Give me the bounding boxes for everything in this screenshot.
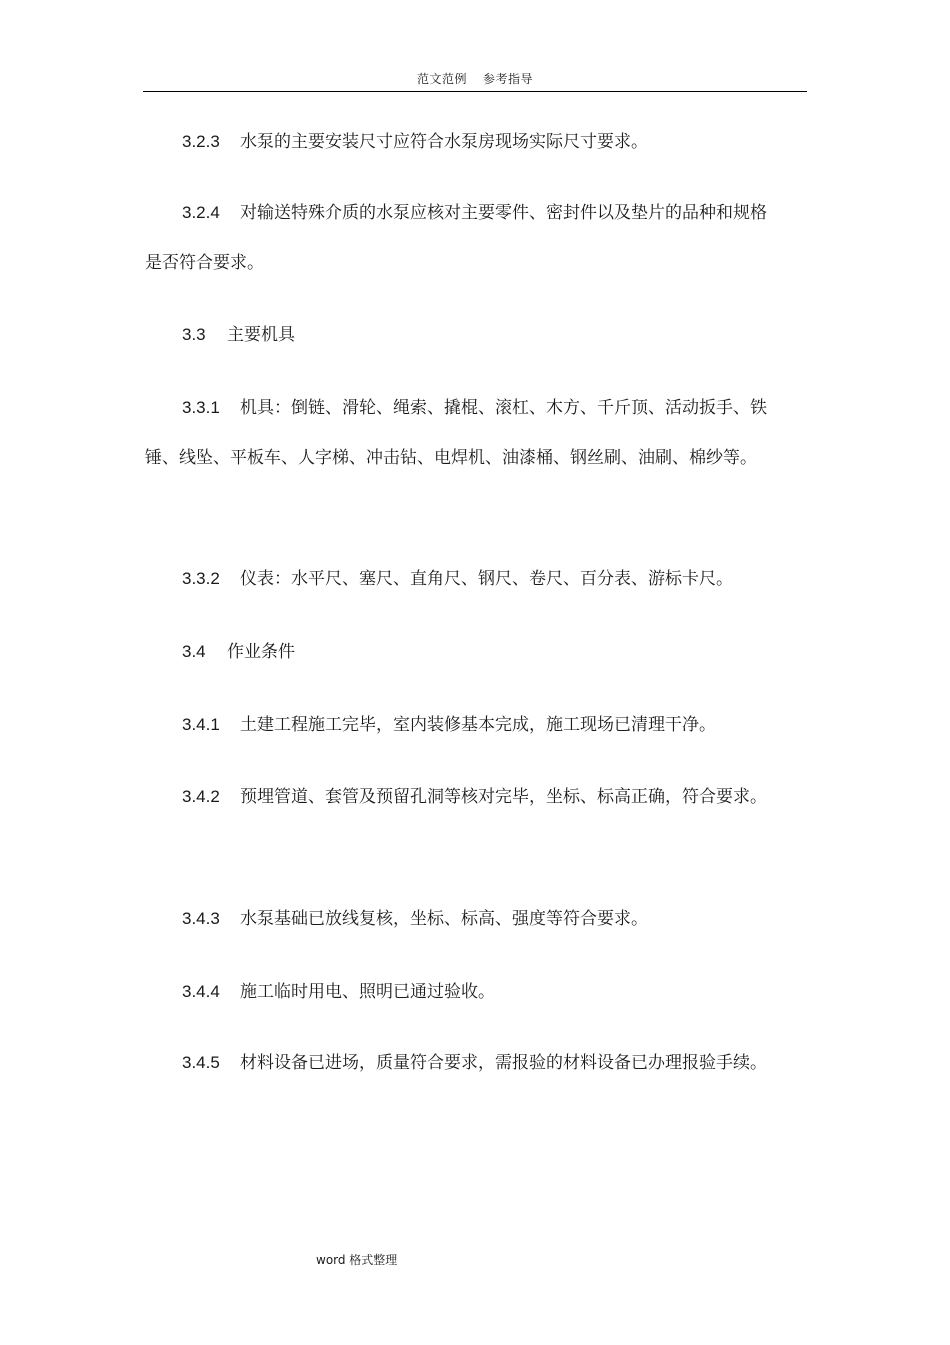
section-number: 3.4.3 xyxy=(182,909,220,928)
paragraph-text: 预埋管道、套管及预留孔洞等核对完毕，坐标、标高正确，符合要求。 xyxy=(240,787,767,807)
heading-3-4 xyxy=(145,627,775,677)
header-rule xyxy=(143,91,807,92)
paragraph-3-4-5 xyxy=(145,1038,775,1088)
heading-text: 作业条件 xyxy=(227,642,295,662)
section-number: 3.2.4 xyxy=(182,203,220,222)
section-number: 3.4.5 xyxy=(182,1053,220,1072)
page-header xyxy=(143,68,807,92)
heading-3-3 xyxy=(145,310,775,360)
paragraph-text: 水泵的主要安装尺寸应符合水泵房现场实际尺寸要求。 xyxy=(240,132,648,152)
paragraph-text: 施工临时用电、照明已通过验收。 xyxy=(240,982,495,1002)
section-number: 3.4.4 xyxy=(182,982,220,1001)
paragraph-text: 仪表：水平尺、塞尺、直角尺、钢尺、卷尺、百分表、游标卡尺。 xyxy=(240,569,733,589)
section-number: 3.4.1 xyxy=(182,715,220,734)
paragraph-3-4-3 xyxy=(145,894,775,944)
paragraph-text: 机具：倒链、滑轮、绳索、撬棍、滚杠、木方、千斤顶、活动扳手、铁锤、线坠、平板车、人字梯、冲击钻、电焊机、油漆桶、钢丝刷、油刷、棉纱等。 xyxy=(145,398,767,468)
paragraph-text: 材料设备已进场，质量符合要求，需报验的材料设备已办理报验手续。 xyxy=(240,1053,767,1073)
paragraph-3-4-1 xyxy=(145,700,775,750)
paragraph-3-4-4 xyxy=(145,967,775,1017)
section-number: 3.3.1 xyxy=(182,398,220,417)
paragraph-3-3-1 xyxy=(145,383,775,483)
section-number: 3.4.2 xyxy=(182,787,220,806)
section-number: 3.4 xyxy=(182,642,206,661)
header-left-text: 范文范例 xyxy=(416,72,467,86)
section-number: 3.2.3 xyxy=(182,132,220,151)
header-right-text: 参考指导 xyxy=(483,72,534,86)
paragraph-3-3-2 xyxy=(145,554,775,604)
paragraph-text: 对输送特殊介质的水泵应核对主要零件、密封件以及垫片的品种和规格是否符合要求。 xyxy=(145,203,767,273)
section-number: 3.3.2 xyxy=(182,569,220,588)
paragraph-3-4-2 xyxy=(145,772,775,822)
paragraph-3-2-3 xyxy=(145,117,775,167)
section-number: 3.3 xyxy=(182,325,206,344)
paragraph-text: 土建工程施工完毕，室内装修基本完成，施工现场已清理干净。 xyxy=(240,715,716,735)
paragraph-3-2-4 xyxy=(145,188,775,288)
heading-text: 主要机具 xyxy=(227,325,295,345)
paragraph-text: 水泵基础已放线复核，坐标、标高、强度等符合要求。 xyxy=(240,909,648,929)
page-footer: word 格式整理 xyxy=(316,1253,398,1267)
